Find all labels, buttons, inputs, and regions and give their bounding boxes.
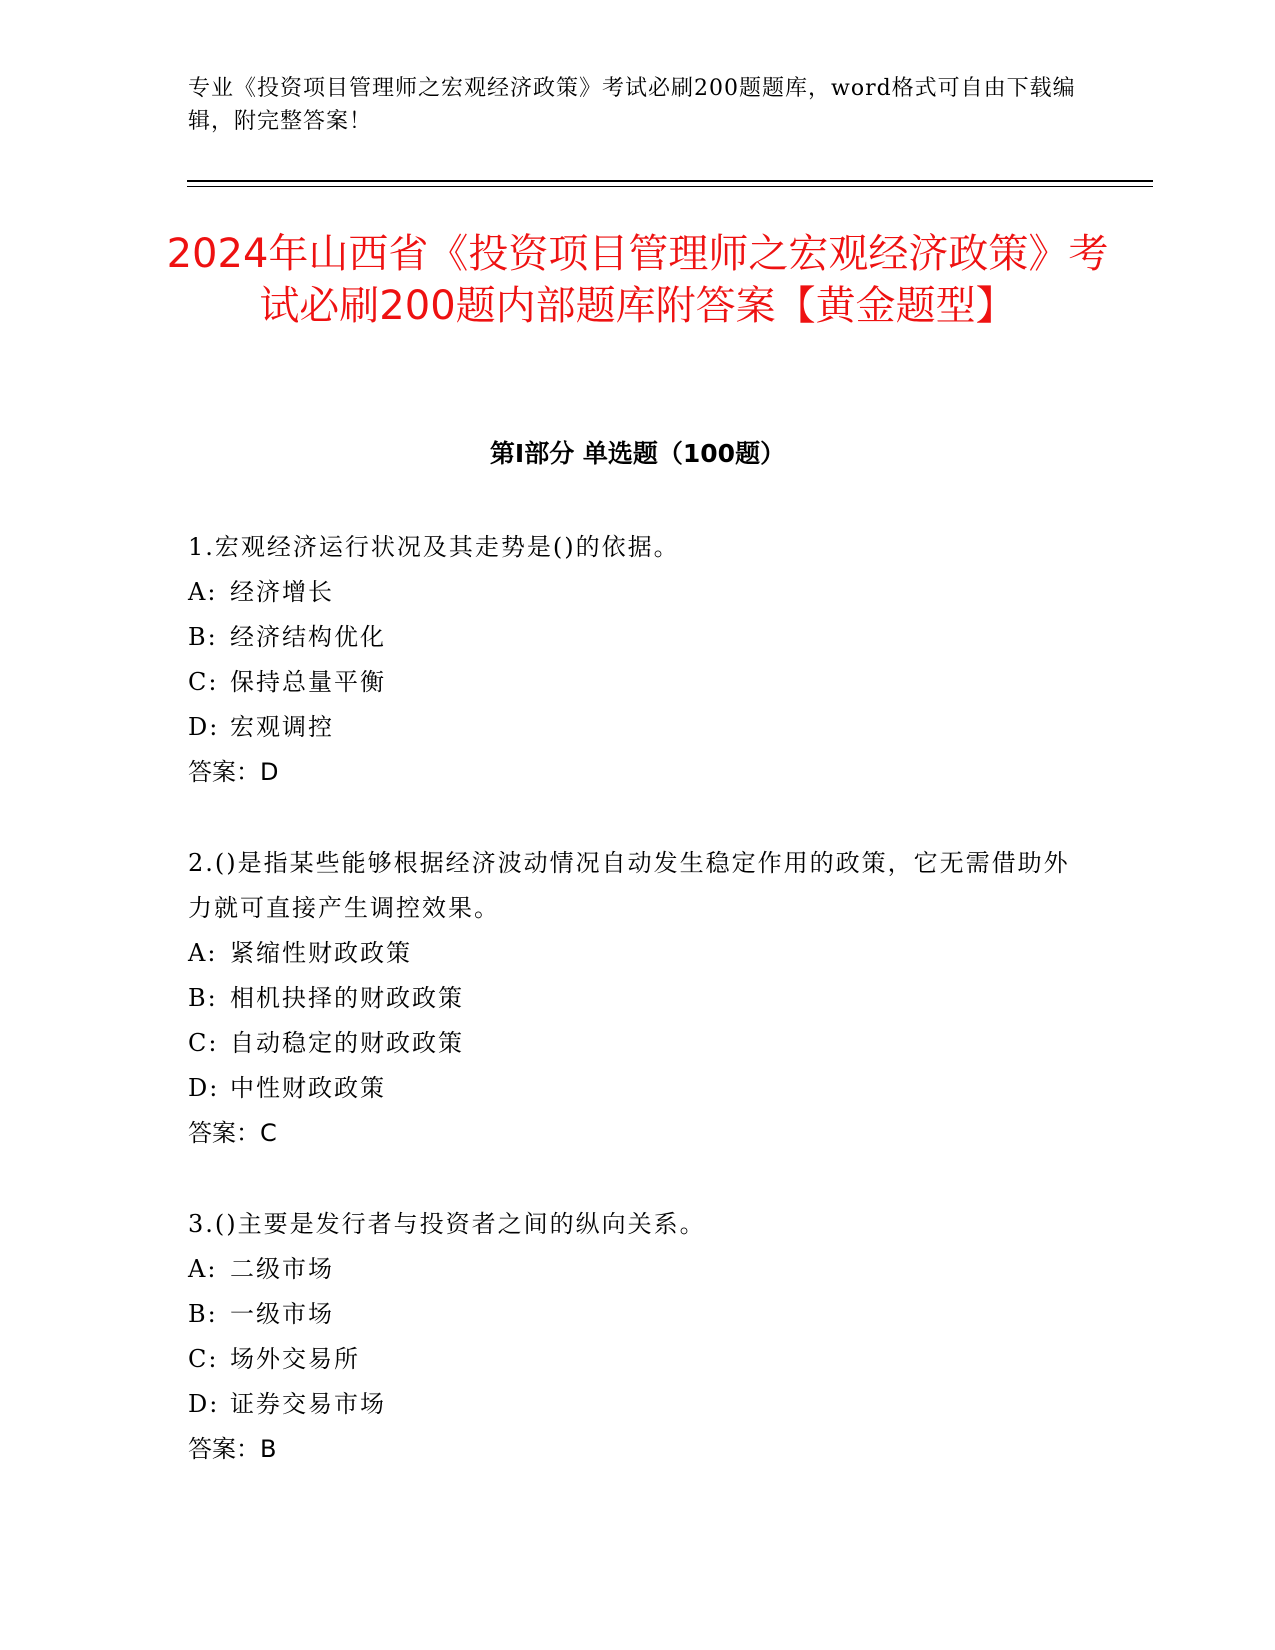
option-letter: B: (188, 984, 218, 1012)
option-letter: A: (188, 1255, 218, 1283)
option-letter: A: (188, 939, 218, 967)
option-letter: D: (188, 713, 220, 741)
option-text: 一级市场 (230, 1300, 334, 1328)
header-divider-thin (187, 186, 1153, 187)
option-d (188, 705, 1088, 750)
question-stem: 1.宏观经济运行状况及其走势是()的依据。 (188, 533, 680, 561)
option-letter: B: (188, 1300, 218, 1328)
question-2 (188, 841, 1088, 1156)
option-c (188, 660, 1088, 705)
option-text: 场外交易所 (230, 1345, 360, 1373)
option-d (188, 1382, 1088, 1427)
option-letter: D: (188, 1390, 220, 1418)
option-letter: C: (188, 1029, 219, 1057)
answer-line: 答案：B (188, 1435, 277, 1463)
answer-line: 答案：C (188, 1119, 277, 1147)
option-c (188, 1337, 1088, 1382)
header-divider-thick (187, 180, 1153, 182)
option-text: 相机抉择的财政政策 (230, 984, 464, 1012)
option-text: 紧缩性财政政策 (230, 939, 412, 967)
option-a (188, 1247, 1088, 1292)
question-stem: 3.()主要是发行者与投资者之间的纵向关系。 (188, 1210, 706, 1238)
option-letter: B: (188, 623, 218, 651)
question-3 (188, 1202, 1088, 1472)
option-letter: C: (188, 668, 219, 696)
option-text: 保持总量平衡 (230, 668, 386, 696)
option-text: 中性财政政策 (230, 1074, 386, 1102)
option-c (188, 1021, 1088, 1066)
option-text: 宏观调控 (230, 713, 334, 741)
question-1 (188, 525, 1088, 795)
option-text: 经济结构优化 (230, 623, 386, 651)
question-list (188, 525, 1088, 1518)
option-letter: D: (188, 1074, 220, 1102)
option-letter: C: (188, 1345, 219, 1373)
option-text: 经济增长 (230, 578, 334, 606)
document-title: 2024年山西省《投资项目管理师之宏观经济政策》考试必刷200题内部题库附答案【黄金题型】 (166, 231, 1109, 329)
option-a (188, 570, 1088, 615)
option-b (188, 1292, 1088, 1337)
section-heading: 第Ⅰ部分 单选题（100题） (489, 439, 786, 468)
question-stem: 2.()是指某些能够根据经济波动情况自动发生稳定作用的政策，它无需借助外力就可直接产生调控效果。 (188, 849, 1070, 922)
option-d (188, 1066, 1088, 1111)
option-b (188, 615, 1088, 660)
option-b (188, 976, 1088, 1021)
option-text: 证券交易市场 (230, 1390, 386, 1418)
option-a (188, 931, 1088, 976)
option-letter: A: (188, 578, 218, 606)
option-text: 二级市场 (230, 1255, 334, 1283)
header-note: 专业《投资项目管理师之宏观经济政策》考试必刷200题题库，word格式可自由下载编辑，附完整答案！ (188, 76, 1076, 134)
option-text: 自动稳定的财政政策 (230, 1029, 464, 1057)
answer-line: 答案：D (188, 758, 279, 786)
